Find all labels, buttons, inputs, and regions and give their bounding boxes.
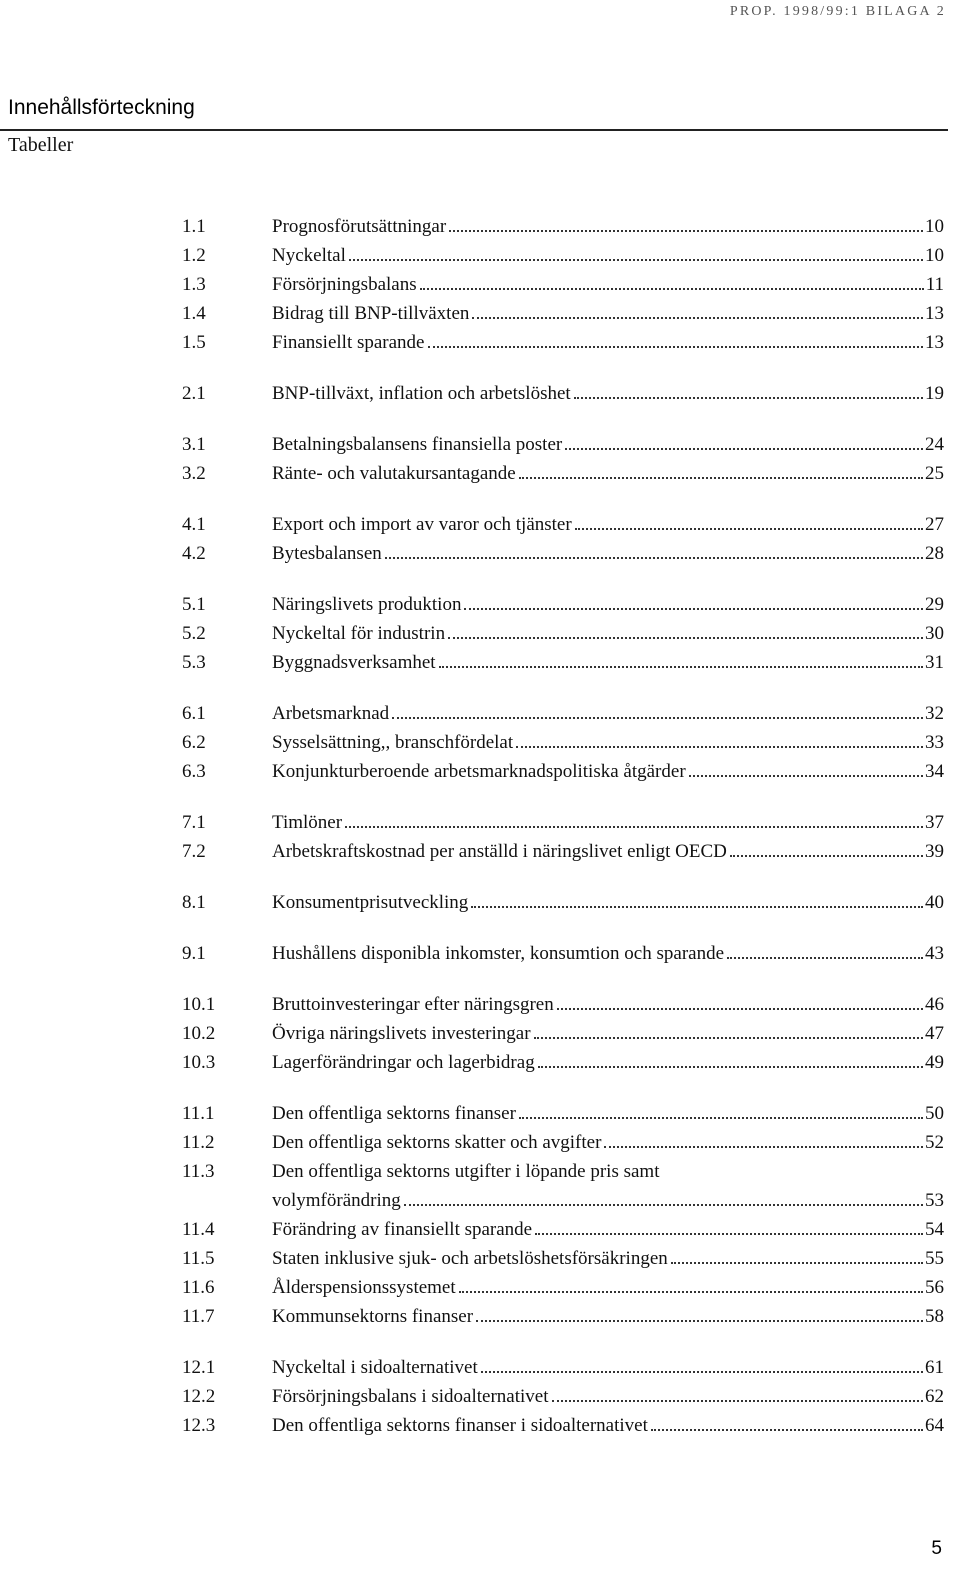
toc-entry-body	[272, 1157, 944, 1215]
toc-entry-title: Ränte- och valutakursantagande	[272, 463, 516, 484]
toc-entry-number: 3.2	[182, 463, 206, 484]
toc-entry-page: 24	[925, 434, 944, 455]
toc-entry[interactable]	[182, 757, 944, 786]
toc-entry-body	[272, 510, 944, 539]
toc-entry-page: 34	[925, 761, 944, 782]
toc-entry-body	[272, 241, 944, 270]
dot-leader	[519, 1117, 923, 1119]
toc-entry[interactable]	[182, 299, 944, 328]
toc-entry-title: Sysselsättning,, branschfördelat	[272, 732, 514, 753]
toc-entry[interactable]	[182, 270, 944, 299]
toc-entry-body	[272, 299, 944, 328]
dot-leader	[557, 1008, 923, 1010]
toc-entry-line	[272, 270, 944, 299]
toc-entry-body	[272, 619, 944, 648]
toc-entry-body	[272, 379, 944, 408]
toc-entry-line	[272, 1353, 944, 1382]
toc-entry-page: 62	[925, 1386, 944, 1407]
toc-group	[182, 590, 944, 677]
toc-entry-line	[272, 1215, 944, 1244]
page-number: 5	[931, 1538, 942, 1559]
toc-entry[interactable]	[182, 1048, 944, 1077]
toc-entry-title: Övriga näringslivets investeringar	[272, 1023, 531, 1044]
toc-entry-title: Nyckeltal i sidoalternativet	[272, 1357, 478, 1378]
toc-entry[interactable]	[182, 1215, 944, 1244]
toc-entry[interactable]	[182, 1157, 944, 1215]
toc-entry-body	[272, 1353, 944, 1382]
toc-entry-number: 10.3	[182, 1052, 216, 1073]
toc-entry-title: Konjunkturberoende arbetsmarknadspolitiska åtgärder	[272, 761, 686, 782]
toc-group	[182, 808, 944, 866]
toc-entry-number: 3.1	[182, 434, 206, 455]
toc-entry-page: 52	[925, 1132, 944, 1153]
toc-entry-title: Byggnadsverksamhet	[272, 652, 436, 673]
dot-leader	[404, 1204, 923, 1206]
toc-entry-body	[272, 590, 944, 619]
dot-leader	[575, 528, 923, 530]
toc-entry[interactable]	[182, 1302, 944, 1331]
toc-entry-number: 6.2	[182, 732, 206, 753]
toc-entry-body	[272, 699, 944, 728]
toc-entry-body	[272, 648, 944, 677]
toc-entry-title: Finansiellt sparande	[272, 332, 425, 353]
toc-entry-body	[272, 1048, 944, 1077]
toc-entry-body	[272, 808, 944, 837]
dot-leader	[448, 637, 923, 639]
toc-entry-title: Förändring av finansiellt sparande	[272, 1219, 533, 1240]
dot-leader	[516, 746, 923, 748]
toc-entry[interactable]	[182, 430, 944, 459]
toc-entry-body	[272, 1128, 944, 1157]
toc-group	[182, 699, 944, 786]
toc-entry-title: BNP-tillväxt, inflation och arbetslöshet	[272, 383, 571, 404]
toc-entry-number: 1.4	[182, 303, 206, 324]
table-of-contents	[182, 212, 944, 1462]
toc-entry-body	[272, 430, 944, 459]
dot-leader	[651, 1429, 923, 1431]
dot-leader	[730, 855, 923, 857]
toc-entry-body	[272, 728, 944, 757]
toc-entry-page: 43	[925, 943, 944, 964]
toc-entry-line	[272, 510, 944, 539]
toc-entry-title: Försörjningsbalans i sidoalternativet	[272, 1386, 549, 1407]
toc-entry-title: Den offentliga sektorns skatter och avgifter	[272, 1132, 602, 1153]
toc-entry-title: Export och import av varor och tjänster	[272, 514, 572, 535]
toc-entry-line	[272, 990, 944, 1019]
toc-entry-body	[272, 757, 944, 786]
toc-entry-title: Nyckeltal	[272, 245, 346, 266]
dot-leader	[727, 957, 923, 959]
toc-entry-body	[272, 1099, 944, 1128]
toc-entry-title: Prognosförutsättningar	[272, 216, 447, 237]
toc-entry[interactable]	[182, 1244, 944, 1273]
toc-entry-line	[272, 241, 944, 270]
toc-entry-number: 11.6	[182, 1277, 215, 1298]
toc-entry-title: Försörjningsbalans	[272, 274, 417, 295]
toc-entry-line	[272, 1382, 944, 1411]
toc-entry-number: 11.1	[182, 1103, 215, 1124]
dot-leader	[349, 259, 923, 261]
toc-entry-body	[272, 888, 944, 917]
toc-entry-line	[272, 1099, 944, 1128]
toc-entry-page: 28	[925, 543, 944, 564]
toc-group	[182, 510, 944, 568]
dot-leader	[392, 717, 923, 719]
toc-entry-line	[272, 1186, 944, 1215]
toc-entry-page: 10	[925, 216, 944, 237]
toc-entry-page: 27	[925, 514, 944, 535]
dot-leader	[439, 666, 923, 668]
toc-entry[interactable]	[182, 212, 944, 241]
toc-entry-page: 61	[925, 1357, 944, 1378]
toc-entry-number: 9.1	[182, 943, 206, 964]
toc-entry-number: 11.4	[182, 1219, 215, 1240]
toc-entry-title-line: Den offentliga sektorns utgifter i löpande pris samt	[272, 1161, 660, 1182]
dot-leader	[449, 230, 923, 232]
toc-entry-number: 11.7	[182, 1306, 215, 1327]
toc-group	[182, 888, 944, 917]
toc-entry[interactable]	[182, 328, 944, 357]
toc-entry-title: Den offentliga sektorns finanser i sidoalternativet	[272, 1415, 648, 1436]
toc-entry[interactable]	[182, 1099, 944, 1128]
toc-entry-page: 11	[925, 274, 944, 295]
toc-entry-number: 4.1	[182, 514, 206, 535]
toc-entry-line	[272, 459, 944, 488]
toc-entry-body	[272, 1019, 944, 1048]
toc-entry-number: 11.5	[182, 1248, 215, 1269]
toc-entry-title: Betalningsbalansens finansiella poster	[272, 434, 563, 455]
title-rule	[0, 129, 948, 131]
toc-entry-page: 40	[925, 892, 944, 913]
toc-entry-body	[272, 837, 944, 866]
toc-entry[interactable]	[182, 459, 944, 488]
toc-entry-page: 53	[925, 1190, 944, 1211]
toc-entry[interactable]	[182, 1273, 944, 1302]
toc-entry[interactable]	[182, 990, 944, 1019]
toc-entry-line	[272, 1019, 944, 1048]
toc-entry-page: 50	[925, 1103, 944, 1124]
toc-entry-page: 55	[925, 1248, 944, 1269]
toc-entry-body	[272, 1273, 944, 1302]
dot-leader	[385, 557, 923, 559]
toc-entry-line	[272, 1273, 944, 1302]
toc-entry-line	[272, 212, 944, 241]
dot-leader	[420, 288, 924, 290]
toc-group	[182, 1099, 944, 1331]
toc-entry-number: 5.1	[182, 594, 206, 615]
toc-entry-page: 39	[925, 841, 944, 862]
toc-entry-line	[272, 1128, 944, 1157]
toc-entry-number: 11.2	[182, 1132, 215, 1153]
toc-entry-title: Bruttoinvesteringar efter näringsgren	[272, 994, 554, 1015]
toc-entry-title: Näringslivets produktion	[272, 594, 462, 615]
page-title: Innehållsförteckning	[8, 96, 195, 119]
toc-entry[interactable]	[182, 1128, 944, 1157]
toc-entry-line	[272, 1244, 944, 1273]
toc-entry-line	[272, 837, 944, 866]
toc-entry-title: Timlöner	[272, 812, 343, 833]
toc-entry-title: Lagerförändringar och lagerbidrag	[272, 1052, 535, 1073]
toc-entry-page: 10	[925, 245, 944, 266]
toc-entry-number: 12.3	[182, 1415, 216, 1436]
toc-group	[182, 990, 944, 1077]
dot-leader	[476, 1320, 923, 1322]
toc-entry-body	[272, 1215, 944, 1244]
toc-entry[interactable]	[182, 1382, 944, 1411]
toc-group	[182, 939, 944, 968]
toc-entry-page: 37	[925, 812, 944, 833]
toc-entry-number: 5.3	[182, 652, 206, 673]
toc-entry-page: 56	[925, 1277, 944, 1298]
toc-entry-body	[272, 539, 944, 568]
toc-entry-title: Den offentliga sektorns finanser	[272, 1103, 516, 1124]
toc-entry-number: 7.1	[182, 812, 206, 833]
toc-entry-page: 33	[925, 732, 944, 753]
toc-entry-line	[272, 1048, 944, 1077]
toc-entry-title: Kommunsektorns finanser	[272, 1306, 474, 1327]
toc-entry-number: 12.2	[182, 1386, 216, 1407]
toc-entry[interactable]	[182, 241, 944, 270]
toc-entry-body	[272, 1382, 944, 1411]
toc-entry-line	[272, 808, 944, 837]
toc-entry-body	[272, 1244, 944, 1273]
toc-entry-title: Ålderspensionssystemet	[272, 1277, 456, 1298]
toc-entry-line	[272, 379, 944, 408]
toc-entry-line	[272, 1302, 944, 1331]
running-header: PROP. 1998/99:1 BILAGA 2	[729, 4, 946, 19]
toc-entry-number: 6.1	[182, 703, 206, 724]
toc-entry-body	[272, 1411, 944, 1440]
toc-entry-page: 31	[925, 652, 944, 673]
toc-entry-number: 1.5	[182, 332, 206, 353]
toc-entry-page: 25	[925, 463, 944, 484]
dot-leader	[534, 1037, 923, 1039]
toc-entry-page: 58	[925, 1306, 944, 1327]
toc-entry-title: volymförändring	[272, 1190, 401, 1211]
toc-group	[182, 212, 944, 357]
toc-entry-line	[272, 757, 944, 786]
dot-leader	[538, 1066, 923, 1068]
toc-entry-body	[272, 1302, 944, 1331]
toc-entry-number: 1.1	[182, 216, 206, 237]
toc-entry[interactable]	[182, 837, 944, 866]
toc-entry-body	[272, 990, 944, 1019]
toc-entry-line	[272, 590, 944, 619]
toc-entry-page: 13	[925, 332, 944, 353]
toc-entry-body	[272, 270, 944, 299]
toc-entry-page: 47	[925, 1023, 944, 1044]
toc-entry[interactable]	[182, 590, 944, 619]
toc-entry-number: 7.2	[182, 841, 206, 862]
toc-entry-line	[272, 728, 944, 757]
toc-entry-page: 32	[925, 703, 944, 724]
toc-entry[interactable]	[182, 888, 944, 917]
toc-entry-title: Bidrag till BNP-tillväxten	[272, 303, 470, 324]
toc-entry-body	[272, 459, 944, 488]
toc-group	[182, 430, 944, 488]
toc-entry-line	[272, 888, 944, 917]
toc-entry-title: Staten inklusive sjuk- och arbetslöshetsförsäkringen	[272, 1248, 668, 1269]
section-subheading: Tabeller	[8, 134, 74, 156]
toc-entry[interactable]	[182, 648, 944, 677]
dot-leader	[535, 1233, 923, 1235]
toc-entry[interactable]	[182, 379, 944, 408]
toc-group	[182, 379, 944, 408]
toc-entry-number: 2.1	[182, 383, 206, 404]
dot-leader	[428, 346, 924, 348]
toc-entry[interactable]	[182, 1019, 944, 1048]
dot-leader	[604, 1146, 923, 1148]
toc-entry-page: 30	[925, 623, 944, 644]
toc-entry-title: Nyckeltal för industrin	[272, 623, 446, 644]
toc-entry-line	[272, 430, 944, 459]
dot-leader	[671, 1262, 923, 1264]
toc-entry-page: 64	[925, 1415, 944, 1436]
toc-entry-page: 46	[925, 994, 944, 1015]
dot-leader	[472, 317, 923, 319]
toc-entry-page: 29	[925, 594, 944, 615]
toc-entry-number: 10.1	[182, 994, 216, 1015]
toc-entry-body	[272, 939, 944, 968]
toc-entry-line	[272, 619, 944, 648]
toc-entry-title: Arbetskraftskostnad per anställd i näringslivet enligt OECD	[272, 841, 727, 862]
dot-leader	[574, 397, 923, 399]
toc-entry-page: 54	[925, 1219, 944, 1240]
dot-leader	[481, 1371, 923, 1373]
toc-entry-page: 19	[925, 383, 944, 404]
dot-leader	[552, 1400, 923, 1402]
toc-entry-number: 1.2	[182, 245, 206, 266]
toc-entry-line	[272, 699, 944, 728]
toc-entry[interactable]	[182, 699, 944, 728]
toc-entry[interactable]	[182, 728, 944, 757]
toc-entry-page: 13	[925, 303, 944, 324]
toc-entry-body	[272, 328, 944, 357]
toc-entry[interactable]	[182, 1411, 944, 1440]
toc-entry-line	[272, 1411, 944, 1440]
dot-leader	[519, 477, 923, 479]
dot-leader	[471, 906, 923, 908]
toc-entry-line	[272, 539, 944, 568]
toc-group	[182, 1353, 944, 1440]
dot-leader	[689, 775, 923, 777]
toc-entry[interactable]	[182, 539, 944, 568]
dot-leader	[565, 448, 923, 450]
dot-leader	[345, 826, 923, 828]
toc-entry-number: 4.2	[182, 543, 206, 564]
toc-entry-number: 8.1	[182, 892, 206, 913]
dot-leader	[464, 608, 923, 610]
toc-entry-number: 5.2	[182, 623, 206, 644]
toc-entry[interactable]	[182, 1353, 944, 1382]
toc-entry-line	[272, 299, 944, 328]
toc-entry-page: 49	[925, 1052, 944, 1073]
toc-entry-title: Bytesbalansen	[272, 543, 382, 564]
toc-entry[interactable]	[182, 939, 944, 968]
dot-leader	[459, 1291, 923, 1293]
toc-entry-line	[272, 648, 944, 677]
toc-entry-number: 12.1	[182, 1357, 216, 1378]
toc-entry-title: Arbetsmarknad	[272, 703, 390, 724]
toc-entry[interactable]	[182, 510, 944, 539]
toc-entry-title: Konsumentprisutveckling	[272, 892, 469, 913]
toc-entry-title: Hushållens disponibla inkomster, konsumtion och sparande	[272, 943, 725, 964]
toc-entry-line	[272, 328, 944, 357]
toc-entry-number: 1.3	[182, 274, 206, 295]
toc-entry-line	[272, 939, 944, 968]
toc-entry-body	[272, 212, 944, 241]
toc-entry[interactable]	[182, 619, 944, 648]
toc-entry-number: 6.3	[182, 761, 206, 782]
toc-entry-number: 11.3	[182, 1161, 215, 1182]
toc-entry-number: 10.2	[182, 1023, 216, 1044]
toc-entry[interactable]	[182, 808, 944, 837]
